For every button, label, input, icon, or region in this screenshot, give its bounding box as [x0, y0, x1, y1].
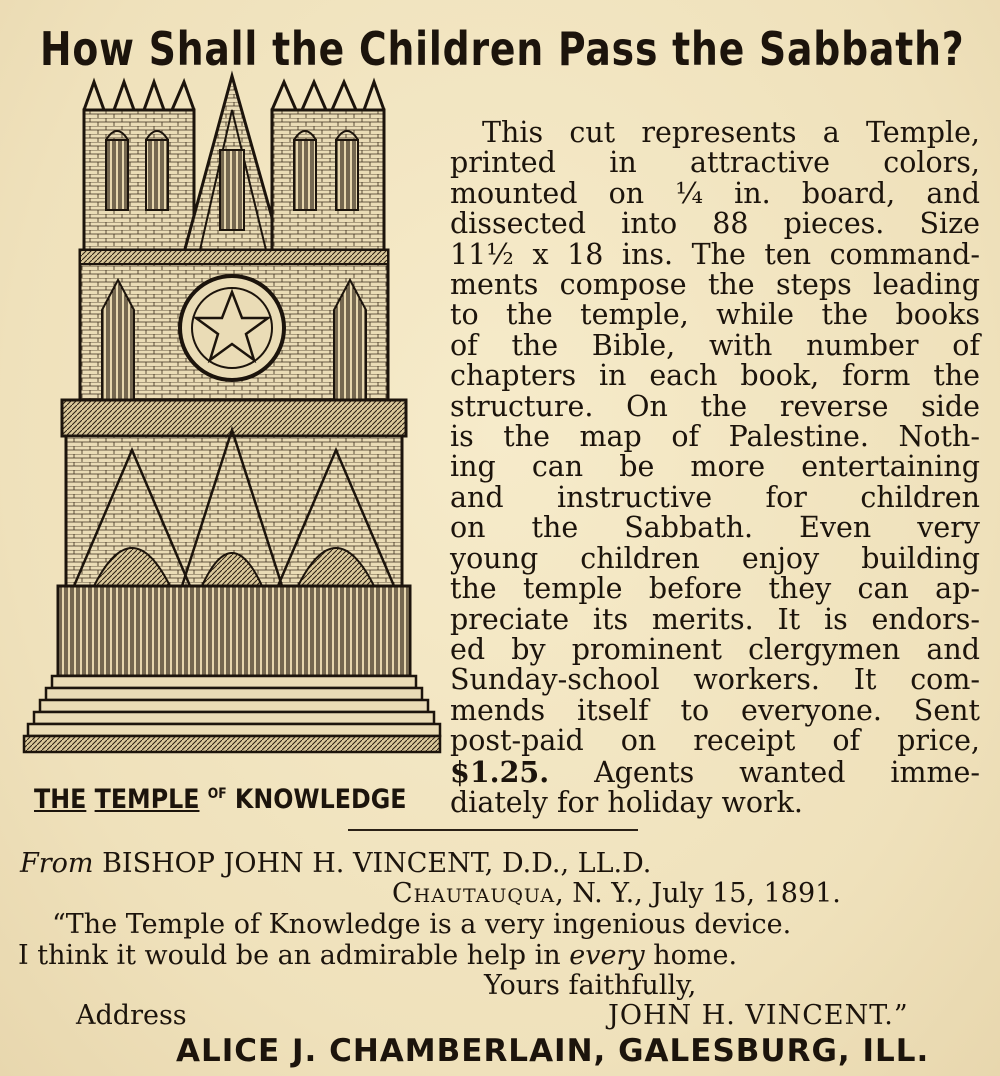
quote-emphasis: every: [569, 940, 645, 971]
place-date: [392, 878, 841, 909]
testimonial-from: [20, 848, 651, 879]
middle-section: [80, 250, 388, 400]
description-line: young children enjoy building: [450, 541, 980, 575]
temple-steps: [24, 676, 440, 752]
description-line: This cut represents a Temple,: [482, 116, 980, 149]
lower-hall: [66, 430, 402, 586]
description-line: Sunday-school workers. It com-: [450, 663, 980, 697]
agents-wanted: Agents wanted imme-: [594, 755, 981, 789]
temple-illustration: [22, 70, 442, 770]
temple-engraving: [22, 70, 442, 770]
description-line: to the temple, while the books: [450, 298, 980, 332]
description-final-line: diately for holiday work.: [450, 785, 803, 819]
testimonial-author: BISHOP JOHN H. VINCENT, D.D., LL.D.: [102, 848, 652, 879]
quote-line-2-start: I think it would be an admirable help in: [18, 940, 561, 971]
from-label: From: [20, 848, 94, 879]
description-line: post-paid on receipt of price,: [450, 724, 980, 758]
description-line: on the Sabbath. Even very: [450, 511, 980, 545]
place-city: Chautauqua: [392, 878, 556, 909]
divider-rule: [348, 829, 638, 831]
description-line: ing can be more entertaining: [450, 450, 980, 484]
description-line: printed in attractive colors,: [450, 146, 980, 180]
address-label: Address: [76, 1000, 187, 1031]
caption-knowledge: KNOWLEDGE: [234, 784, 407, 815]
quote-line-2: [18, 940, 737, 971]
closing: Yours faithfully,: [484, 970, 697, 1001]
description-text: [450, 118, 980, 818]
quote-line-2-end: home.: [653, 940, 738, 971]
colonnade: [58, 586, 410, 676]
description-line: chapters in each book, form the: [450, 359, 980, 393]
illustration-caption: [34, 772, 407, 816]
description-line: of the Bible, with number of: [450, 328, 980, 362]
cornice: [62, 400, 406, 436]
description-line: preciate its merits. It is endors-: [450, 602, 980, 636]
caption-temple: TEMPLE: [94, 784, 200, 815]
description-line: and instructive for children: [450, 480, 980, 514]
quote-line-1: “The Temple of Knowledge is a very ingenious device.: [52, 909, 792, 940]
signature: JOHN H. VINCENT.”: [608, 1000, 909, 1031]
description-line: structure. On the reverse side: [450, 389, 980, 423]
description-line: mounted on ¼ in. board, and: [450, 176, 980, 210]
description-line: mends itself to everyone. Sent: [450, 693, 980, 727]
price: $1.25.: [450, 754, 550, 789]
description-line: 11½ x 18 ins. The ten command-: [450, 237, 980, 271]
footer-address: ALICE J. CHAMBERLAIN, GALESBURG, ILL.: [176, 1033, 930, 1069]
place-date-rest: , N. Y., July 15, 1891.: [555, 878, 841, 909]
headline: How Shall the Children Pass the Sabbath?: [40, 22, 965, 76]
caption-the: THE: [34, 784, 87, 815]
description-line: dissected into 88 pieces. Size: [450, 207, 980, 241]
central-gable: [182, 76, 284, 260]
caption-of: OF: [207, 786, 227, 802]
description-line: ed by prominent clergymen and: [450, 632, 980, 666]
description-line: ments compose the steps leading: [450, 268, 980, 302]
price-line: [450, 754, 981, 789]
description-line: is the map of Palestine. Noth-: [450, 420, 980, 454]
description-line: the temple before they can ap-: [450, 572, 980, 606]
